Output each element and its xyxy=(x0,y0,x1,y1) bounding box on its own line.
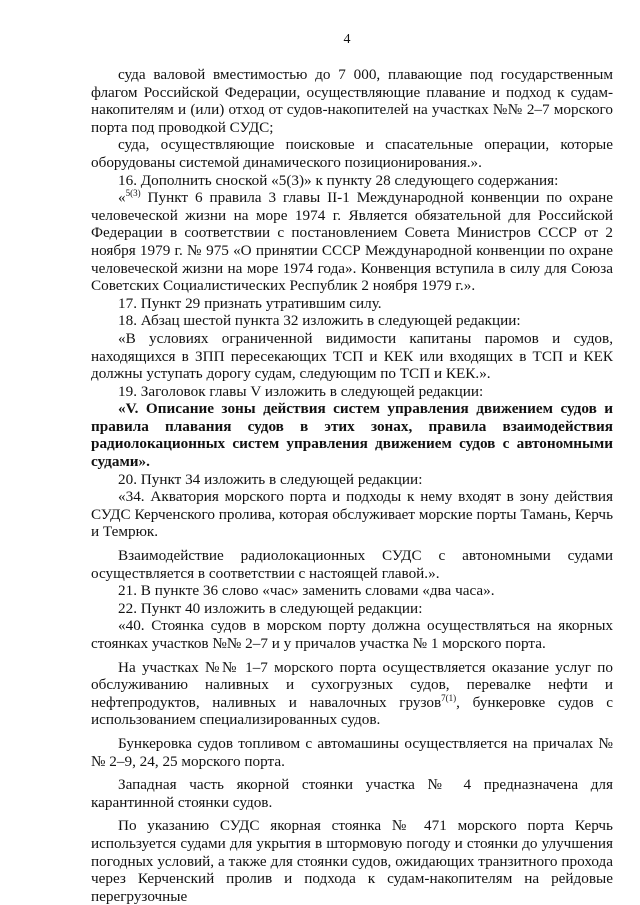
footnote-paragraph xyxy=(91,189,613,295)
footnote-marker: 5(3) xyxy=(125,188,141,199)
paragraph: «40. Стоянка судов в морском порту должна осуществляться на якорных стоянках участков №№ 2–7 и у причалов участка № 1 морского порта. xyxy=(91,617,613,652)
quote-open: « xyxy=(118,189,126,207)
paragraph: 19. Заголовок главы V изложить в следующей редакции: xyxy=(118,382,484,400)
footnote-text: Пункт 6 правила 3 главы II-1 Международной конвенции по охране человеческой жизни на море 1974 г. Является обязательной для Российской Федерации в соответствии с постановлением Совета Министров СССР от 2 ноября 1979 г. № 975 «О принятии СССР Международной конвенции по охране человеческой жизни на море 1974 года». Конвенция вступила в силу для Союза Советских Социалистических Республик 2 ноября 1979 г.». xyxy=(91,189,613,295)
paragraph: 22. Пункт 40 изложить в следующей редакции: xyxy=(118,599,423,617)
paragraph: суда валовой вместимостью до 7 000, плавающие под государственным флагом Российской Федерации, осуществляющие плавание и подход к судам-накопителям и (или) отход от судов-накопителей на участках №№ 2–7 морского порта под проводкой СУДС; xyxy=(91,66,613,136)
paragraph: Бункеровка судов топливом с автомашины осуществляется на причалах №№ 2–9, 24, 25 морского порта. xyxy=(91,734,613,770)
paragraph-text: На участках №№ 1–7 морского порта осуществляется оказание услуг по обслуживанию наливных и сухогрузных судов, перевалке нефти и нефтепродуктов, наливных и навалочных грузов xyxy=(91,658,613,711)
paragraph xyxy=(91,659,613,729)
paragraph: Взаимодействие радиолокационных СУДС с автономными судами осуществляется в соответствии с настоящей главой.». xyxy=(91,547,613,582)
paragraph: По указанию СУДС якорная стоянка № 471 морского порта Керчь используется судами для укрытия в штормовую погоду и стоянки до улучшения погодных условий, а также для стоянки судов, ожидающих транзитного прохода через Керченский пролив и подхода к судам-накопителям на рейдовые перегрузочные xyxy=(91,817,613,905)
page-number: 4 xyxy=(343,32,351,47)
paragraph: 17. Пункт 29 признать утратившим силу. xyxy=(118,294,382,312)
paragraph: Западная часть якорной стоянки участка № 4 предназначена для карантинной стоянки судов. xyxy=(91,776,613,811)
document-body xyxy=(91,66,613,905)
paragraph: 21. В пункте 36 слово «час» заменить словами «два часа». xyxy=(118,582,495,600)
paragraph: 16. Дополнить сноской «5(3)» к пункту 28 следующего содержания: xyxy=(118,171,559,189)
paragraph: «В условиях ограниченной видимости капитаны паромов и судов, находящихся в ЗПП пересекающих ТСП и КЕК или входящих в ТСП и КЕК должны уступать дорогу судам, следующим по ТСП и КЕК.». xyxy=(91,329,613,383)
paragraph: 20. Пункт 34 изложить в следующей редакции: xyxy=(118,470,423,488)
paragraph-text: , бункеровке судов с использованием специализированных судов. xyxy=(91,693,614,729)
footnote-marker: 7(1) xyxy=(441,692,457,703)
paragraph: суда, осуществляющие поисковые и спасательные операции, которые оборудованы системой динамического позиционирования.». xyxy=(91,136,613,171)
paragraph: 18. Абзац шестой пункта 32 изложить в следующей редакции: xyxy=(118,312,521,330)
chapter-heading: «V. Описание зоны действия систем управления движением судов и правила плавания судов в этих зонах, правила взаимодействия радиолокационных систем управления движением судов с автономными судами». xyxy=(91,400,613,471)
paragraph: «34. Акватория морского порта и подходы к нему входят в зону действия СУДС Керченского пролива, которая обслуживает морские порты Тамань, Керчь и Темрюк. xyxy=(91,488,613,541)
